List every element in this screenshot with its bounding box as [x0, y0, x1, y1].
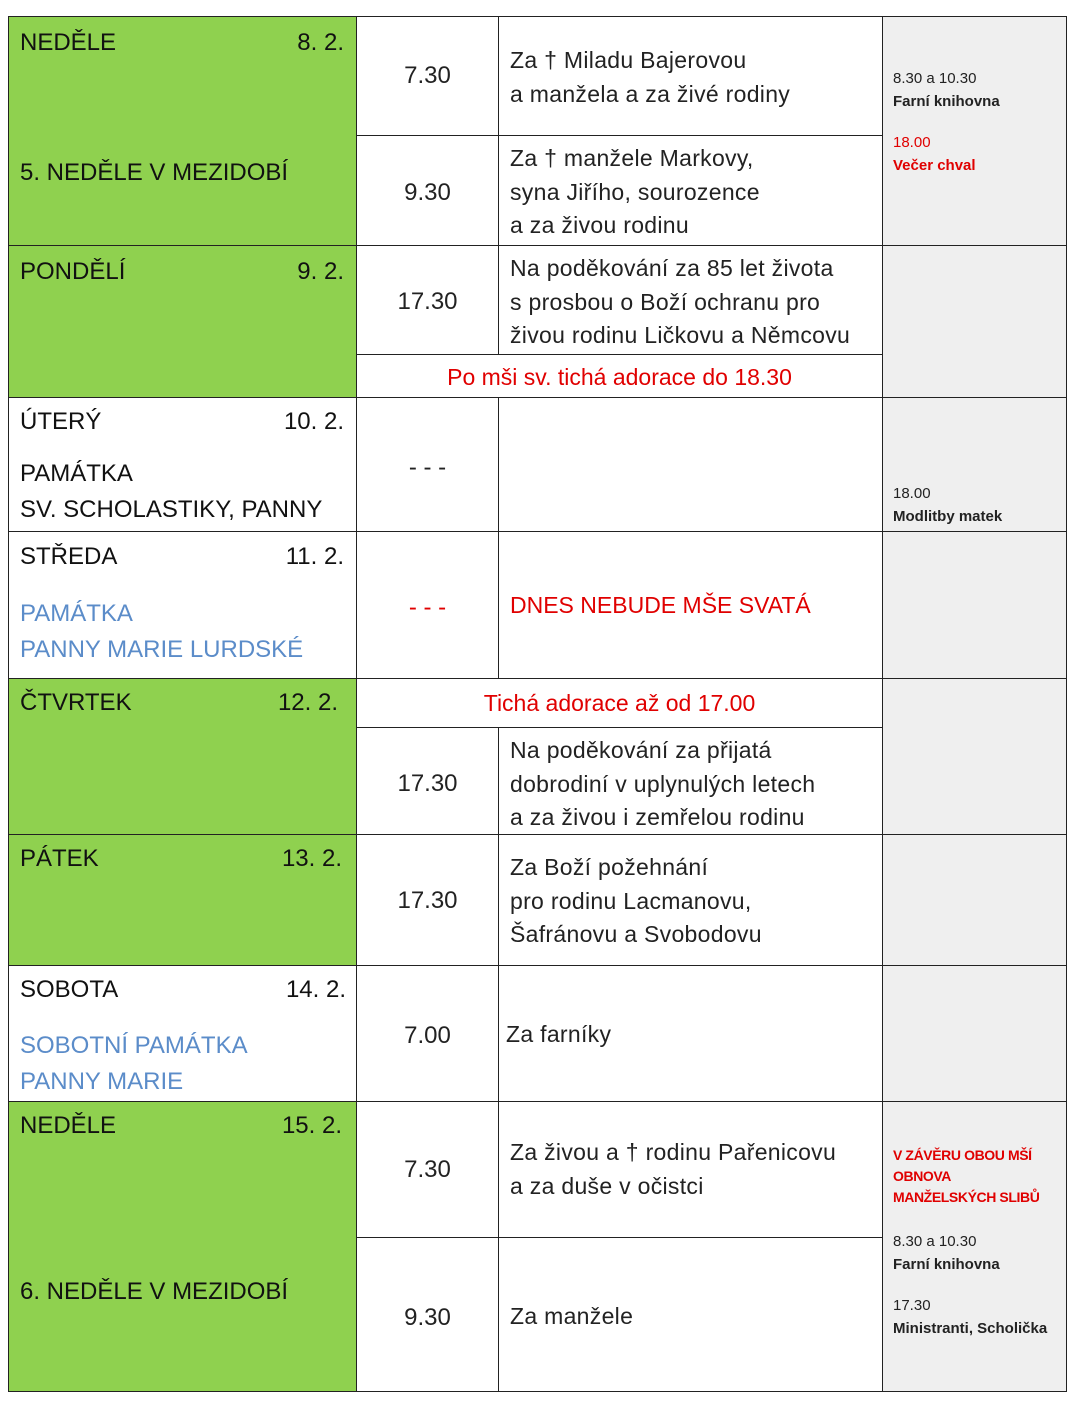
event-list: 8.30 a 10.30 Farní knihovna 17.30 Ministranti, Scholička [893, 1233, 1048, 1337]
tuesday-day-cell [8, 397, 357, 532]
saturday-mass-intent-cell [498, 965, 883, 1102]
friday-events-cell [882, 834, 1067, 966]
day-name: NEDĚLE [20, 1112, 117, 1139]
wednesday-day-cell [8, 531, 357, 679]
friday-day-cell [8, 834, 357, 966]
monday-note-cell [356, 354, 883, 398]
sunday-1-mass-1-intent-cell [498, 16, 883, 136]
mass-time: 7.30 [404, 62, 451, 89]
mass-intention: Za † Miladu Bajerovou a manžela a za živé rodiny [510, 47, 791, 107]
feast-name: PAMÁTKA SV. SCHOLASTIKY, PANNY [20, 460, 323, 523]
vow-renewal-notice: V ZÁVĚRU OBOU MŠÍ OBNOVA MANŽELSKÝCH SLIBŮ [893, 1147, 1040, 1205]
feast-name: 6. NEDĚLE V MEZIDOBÍ [20, 1278, 289, 1305]
day-name: PONDĚLÍ [20, 258, 126, 285]
day-name: ČTVRTEK [20, 689, 132, 716]
mass-time: 17.30 [397, 887, 458, 914]
sunday-2-events-cell [882, 1101, 1067, 1392]
monday-mass-time-cell [356, 245, 499, 355]
sunday-1-mass-2-time-cell [356, 135, 499, 246]
mass-time: 17.30 [397, 288, 458, 315]
mass-intention: Za Boží požehnání pro rodinu Lacmanovu, Šafránovu a Svobodovu [510, 854, 762, 947]
day-date: 12. 2. [277, 689, 338, 716]
thursday-events-cell [882, 678, 1067, 835]
friday-mass-time-cell [356, 834, 499, 966]
day-name: PÁTEK [20, 845, 99, 872]
mass-time: - - - [408, 454, 447, 481]
adoration-note: Tichá adorace až od 17.00 [483, 690, 756, 716]
day-name: ÚTERÝ [20, 408, 102, 435]
thursday-note-cell [356, 678, 883, 728]
tuesday-intent-cell [498, 397, 883, 532]
day-date: 8. 2. [297, 29, 344, 56]
mass-time: 17.30 [397, 770, 458, 797]
sunday-1-mass-2-intent-cell [498, 135, 883, 246]
mass-intention: Na poděkování za 85 let života s prosbou o Boží ochranu pro živou rodinu Ličkovu a Němcovu [510, 255, 851, 348]
day-name: NEDĚLE [20, 29, 117, 56]
mass-time: 7.00 [404, 1022, 451, 1049]
saturday-mass-time-cell [356, 965, 499, 1102]
mass-time: - - - [408, 594, 447, 621]
day-name: SOBOTA [20, 976, 119, 1003]
no-mass-notice: DNES NEBUDE MŠE SVATÁ [510, 592, 811, 618]
sunday-2-mass-2-intent-cell [498, 1237, 883, 1392]
day-date: 14. 2. [285, 976, 346, 1003]
mass-intention: Na poděkování za přijatá dobrodiní v uplynulých letech a za živou i zemřelou rodinu [510, 737, 816, 830]
mass-intention: Za manžele [510, 1303, 634, 1329]
wednesday-time-cell [356, 531, 499, 679]
event-list: 8.30 a 10.30 Farní knihovna 18.00 Večer chval [893, 70, 1000, 174]
adoration-note: Po mši sv. tichá adorace do 18.30 [447, 364, 792, 390]
day-name: STŘEDA [20, 543, 118, 570]
thursday-day-cell [8, 678, 357, 835]
sunday-1-day-cell [8, 16, 357, 246]
saturday-day-cell [8, 965, 357, 1102]
day-date: 15. 2. [281, 1112, 342, 1139]
monday-mass-intent-cell [498, 245, 883, 355]
tuesday-events-cell [882, 397, 1067, 532]
mass-time: 7.30 [404, 1156, 451, 1183]
mass-schedule-table [8, 16, 1067, 1392]
feast-name: SOBOTNÍ PAMÁTKA PANNY MARIE [20, 1032, 248, 1095]
mass-time: 9.30 [404, 1304, 451, 1331]
tuesday-time-cell [356, 397, 499, 532]
thursday-mass-intent-cell [498, 727, 883, 835]
mass-intention: Za farníky [506, 1021, 612, 1047]
thursday-mass-time-cell [356, 727, 499, 835]
sunday-1-events-cell [882, 16, 1067, 246]
feast-name: 5. NEDĚLE V MEZIDOBÍ [20, 159, 289, 186]
saturday-events-cell [882, 965, 1067, 1102]
day-date: 11. 2. [285, 543, 344, 570]
sunday-2-day-cell [8, 1101, 357, 1392]
friday-mass-intent-cell [498, 834, 883, 966]
day-date: 13. 2. [281, 845, 342, 872]
mass-intention: Za † manžele Markovy, syna Jiřího, sourozence a za živou rodinu [510, 145, 760, 238]
mass-time: 9.30 [404, 179, 451, 206]
wednesday-intent-cell [498, 531, 883, 679]
mass-intention: Za živou a † rodinu Pařenicovu a za duše v očistci [510, 1139, 837, 1199]
monday-day-cell [8, 245, 357, 398]
day-date: 9. 2. [297, 258, 344, 285]
sunday-2-mass-1-intent-cell [498, 1101, 883, 1238]
sunday-2-mass-1-time-cell [356, 1101, 499, 1238]
sunday-2-mass-2-time-cell [356, 1237, 499, 1392]
wednesday-events-cell [882, 531, 1067, 679]
feast-name: PAMÁTKA PANNY MARIE LURDSKÉ [20, 600, 304, 663]
day-date: 10. 2. [283, 408, 344, 435]
monday-events-cell [882, 245, 1067, 398]
event-list: 18.00 Modlitby matek [893, 485, 1003, 525]
sunday-1-mass-1-time-cell [356, 16, 499, 136]
